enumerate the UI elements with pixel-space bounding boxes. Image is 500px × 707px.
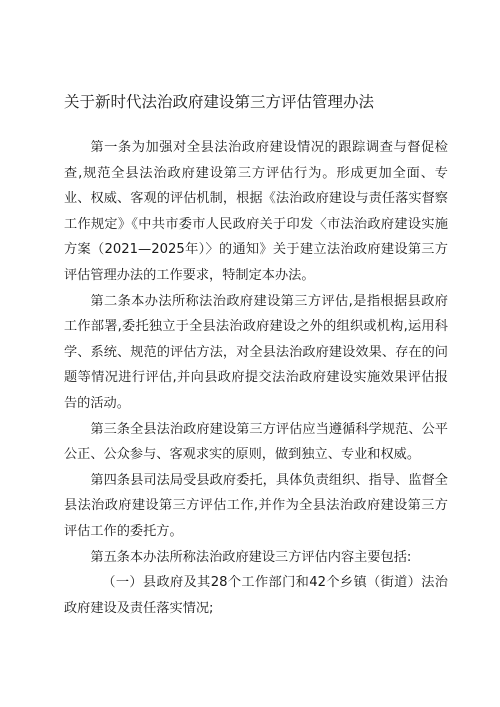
- document-body: [64, 135, 448, 621]
- document-title: 关于新时代法治政府建设第三方评估管理办法: [64, 93, 375, 111]
- paragraph-article-1: 第一条为加强对全县法治政府建设情况的跟踪调查与督促检查,规范全县法治政府建设第三方评估行为。形成更加全面、专业、权威、客观的评估机制，根据《法治政府建设与责任落实督察工作规定》《中共市委市人民政府关于印发〈市法治政府建设实施方案（2021—2025年）〉的通知》关于建立法治政府建设第三方评估管理办法的工作要求，特制定本办法。: [64, 140, 448, 283]
- paragraph-article-2: 第二条本办法所称法治政府建设第三方评估,是指根据县政府工作部署,委托独立于全县法治政府建设之外的组织或机构,运用科学、系统、规范的评估方法，对全县法治政府建设效果、存在的问题等情况进行评估,并向县政府提交法治政府建设实施效果评估报告的活动。: [64, 293, 448, 411]
- paragraph-article-5: 第五条本办法所称法治政府建设三方评估内容主要包括:: [90, 549, 412, 565]
- paragraph-item-1: （一）县政府及其28个工作部门和42个乡镇（街道）法治政府建设及责任落实情况;: [64, 575, 448, 616]
- paragraph-article-4: 第四条县司法局受县政府委托，具体负责组织、指导、监督全县法治政府建设第三方评估工作,并作为全县法治政府建设第三方评估工作的委托方。: [64, 472, 448, 539]
- paragraph-article-3: 第三条全县法治政府建设第三方评估应当遵循科学规范、公平公正、公众参与、客观求实的原则，做到独立、专业和权威。: [64, 421, 448, 463]
